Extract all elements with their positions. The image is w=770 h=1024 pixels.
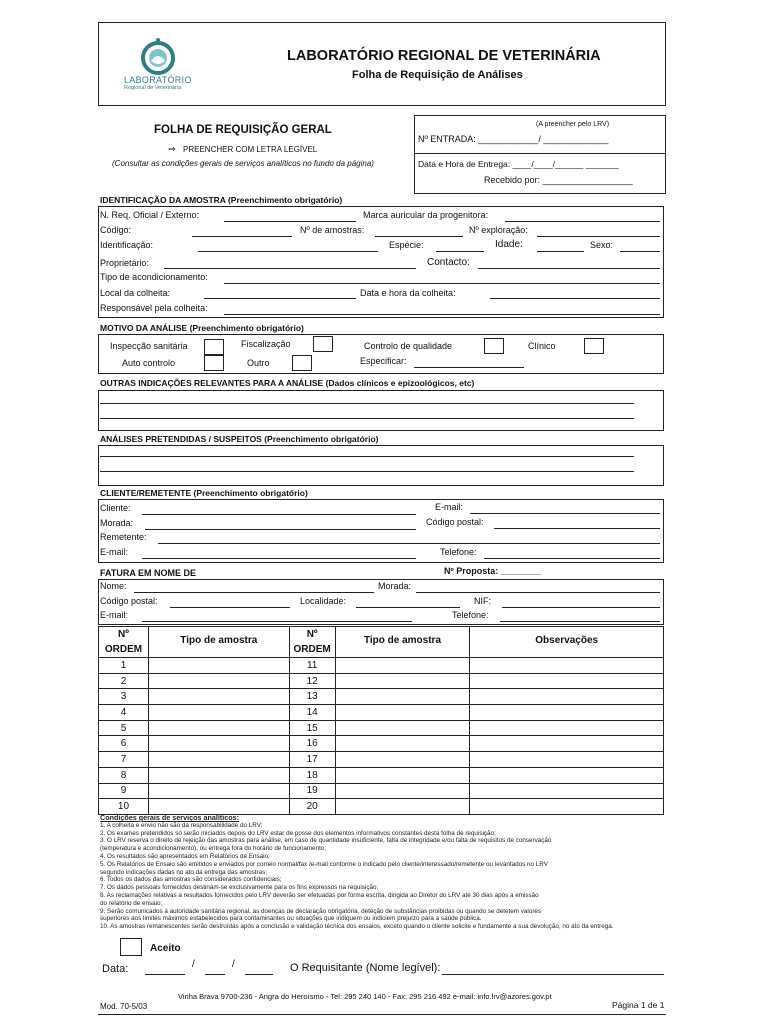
condition-item: 4. Os resultados são apresentados em Relatórios de Ensaio;: [100, 852, 270, 860]
ordem-cell: 17: [289, 752, 335, 768]
remetente-email-label: E-mail:: [100, 547, 129, 557]
lrv-divider: [414, 153, 666, 154]
auto-controlo-label: Auto controlo: [122, 358, 176, 368]
responsavel-input[interactable]: [224, 314, 660, 315]
table-header-row: [99, 627, 664, 658]
condition-item: (temperatura e acondicionamento), ou entrega fora do horário de funcionamento;: [100, 845, 327, 853]
local-colheita-input[interactable]: [204, 298, 356, 299]
lrv-note: (A preencher pelo LRV): [536, 121, 610, 128]
codigo-label: Código:: [100, 225, 132, 235]
outro-label: Outro: [247, 358, 270, 368]
condition-item: 7. Os dados pessoais fornecidos destinam-se exclusivamente para os fins expressos na requisição;: [100, 884, 379, 892]
n-exploracao-label: Nº exploração:: [469, 225, 528, 235]
telefone-label: Telefone:: [440, 547, 477, 557]
ordem-cell: 7: [99, 752, 149, 768]
ordem-cell: 18: [289, 767, 335, 783]
fatura-cp-input[interactable]: [170, 607, 290, 608]
conditions-note: (Consultar as condições gerais de serviços analíticos no fundo da página): [112, 159, 374, 168]
samples-table: [98, 626, 664, 815]
tipo-cell[interactable]: [148, 705, 289, 721]
page-subtitle: Folha de Requisição de Análises: [352, 69, 523, 81]
ordem-cell: 13: [289, 689, 335, 705]
ordem-cell: 12: [289, 673, 335, 689]
date-year-input[interactable]: [245, 974, 273, 975]
form-title: FOLHA DE REQUISIÇÃO GERAL: [154, 124, 332, 136]
fatura-cp-label: Código postal:: [100, 596, 158, 606]
morada-input[interactable]: [145, 529, 416, 530]
arrow-icon: ⇒: [168, 144, 176, 154]
ordem-cell: 3: [99, 689, 149, 705]
table-row: [99, 752, 664, 768]
idade-input[interactable]: [537, 251, 584, 252]
cliente-box: [98, 499, 664, 563]
tipo-cell[interactable]: [335, 720, 470, 736]
condition-item: 6. Todos os dados das amostras são considerados confidenciais;: [100, 876, 282, 884]
ordem-cell: 2: [99, 673, 149, 689]
tipo-cell[interactable]: [335, 767, 470, 783]
tipo-cell[interactable]: [335, 658, 470, 674]
analises-box[interactable]: [98, 445, 664, 486]
fatura-morada-input[interactable]: [416, 592, 660, 593]
condition-item: segundo indicações dadas no ato da entrega das amostras;: [100, 868, 267, 876]
cliente-input[interactable]: [142, 514, 416, 515]
tipo-cell[interactable]: [148, 720, 289, 736]
ordem-cell: 8: [99, 767, 149, 783]
observacoes-cell[interactable]: [470, 752, 664, 768]
tipo-cell[interactable]: [148, 673, 289, 689]
controlo-checkbox[interactable]: [484, 338, 504, 354]
ordem-header-2: Nº ORDEM: [289, 627, 335, 658]
table-row: [99, 689, 664, 705]
sexo-input[interactable]: [620, 251, 660, 252]
observacoes-cell[interactable]: [470, 767, 664, 783]
ordem-cell: 19: [289, 783, 335, 799]
fatura-localidade-label: Localidade:: [300, 596, 347, 606]
clinico-label: Clínico: [528, 341, 556, 351]
condition-item: 3. O LRV reserva o direito de rejeição das amostras para análise, em caso de quantidade insuficiente, falta de integridade e/ou falta de requisitos de conservação: [100, 837, 552, 845]
sexo-label: Sexo:: [590, 240, 614, 250]
instruction-text: PREENCHER COM LETRA LEGÍVEL: [183, 145, 318, 154]
proprietario-label: Proprietário:: [100, 258, 150, 268]
proposta-field[interactable]: Nº Proposta: ________: [444, 566, 541, 576]
fatura-telefone-label: Telefone:: [452, 610, 489, 620]
especie-input[interactable]: [436, 251, 484, 252]
logo-subname: Regional de Veterinária: [124, 85, 182, 91]
analises-line-2: [100, 471, 634, 472]
date-slash-1: /: [192, 959, 195, 970]
entrada-field[interactable]: Nº ENTRADA: ____________/ _____________: [418, 134, 609, 144]
fatura-telefone-input[interactable]: [500, 621, 660, 622]
observacoes-cell[interactable]: [470, 658, 664, 674]
cliente-title: CLIENTE/REMETENTE (Preenchimento obrigatório): [100, 488, 308, 498]
codigo-postal-input[interactable]: [494, 528, 660, 529]
contacto-input[interactable]: [478, 268, 660, 269]
codigo-input[interactable]: [192, 236, 292, 237]
cliente-label: Cliente:: [100, 503, 131, 513]
remetente-label: Remetente:: [100, 532, 147, 542]
conditions-block: [100, 814, 670, 931]
table-row: [99, 783, 664, 799]
especificar-input[interactable]: [414, 367, 524, 368]
date-slash-2: /: [232, 959, 235, 970]
fatura-nif-label: NIF:: [474, 596, 491, 606]
tipo-cell[interactable]: [148, 658, 289, 674]
footer-address: Vinha Brava 9700-236 - Angra do Heroísmo - Tel: 295 240 140 - Fax: 295 216 492 e-mail: info.lrv@azores.gov.pt: [178, 992, 552, 1001]
cliente-email-label: E-mail:: [435, 502, 464, 512]
table-row: [99, 705, 664, 721]
requisitante-input[interactable]: [442, 974, 664, 975]
morada-label: Morada:: [100, 518, 134, 528]
data-colheita-label: Data e hora da colheita:: [360, 288, 456, 298]
tipo-cell[interactable]: [335, 705, 470, 721]
outras-line-2: [100, 418, 634, 419]
tipo-header: Tipo de amostra: [148, 627, 289, 658]
outras-box[interactable]: [98, 390, 664, 431]
observacoes-cell[interactable]: [470, 673, 664, 689]
cliente-email-input[interactable]: [470, 513, 660, 514]
fatura-email-input[interactable]: [142, 621, 412, 622]
outro-checkbox[interactable]: [292, 355, 312, 371]
controlo-label: Controlo de qualidade: [364, 341, 453, 351]
table-row: [99, 720, 664, 736]
especificar-label: Especificar:: [360, 356, 407, 366]
fiscalizacao-checkbox[interactable]: [313, 336, 333, 352]
ordem-cell: 15: [289, 720, 335, 736]
table-row: [99, 736, 664, 752]
n-req-input[interactable]: [224, 221, 356, 222]
logo-name: LABORATÓRIO: [124, 75, 192, 85]
tipo-cell[interactable]: [148, 689, 289, 705]
ordem-cell: 20: [289, 799, 335, 815]
ordem-cell: 16: [289, 736, 335, 752]
auto-controlo-checkbox[interactable]: [204, 355, 224, 371]
date-day-input[interactable]: [145, 974, 185, 975]
ordem-cell: 6: [99, 736, 149, 752]
condition-item: superiores aos limites máximos estabelecidos para contaminantes ou situações que indiquem ou indiciem prejuízo para a saúde pública.: [100, 915, 482, 923]
marca-input[interactable]: [505, 221, 660, 222]
ordem-cell: 10: [99, 799, 149, 815]
ordem-cell: 5: [99, 720, 149, 736]
tipo-cell[interactable]: [335, 783, 470, 799]
aceito-checkbox[interactable]: [120, 938, 142, 956]
ordem-cell: 1: [99, 658, 149, 674]
observacoes-cell[interactable]: [470, 689, 664, 705]
identificacao-box: [98, 206, 664, 318]
identificacao-input[interactable]: [198, 251, 378, 252]
tipo-cell[interactable]: [148, 736, 289, 752]
condition-item: 2. Os exames pretendidos só serão iniciados depois do LRV estar de posse dos elementos informativos constantes desta folha de requisição;: [100, 829, 496, 837]
analises-title: ANÁLISES PRETENDIDAS / SUSPEITOS (Preenchimento obrigatório): [100, 434, 379, 444]
fatura-title: FATURA EM NOME DE: [100, 568, 196, 578]
local-colheita-label: Local da colheita:: [100, 288, 171, 298]
footer-mod: Mod. 70-5/03: [100, 1002, 148, 1011]
ordem-cell: 14: [289, 705, 335, 721]
proprietario-input[interactable]: [164, 268, 416, 269]
analises-line-1: [100, 456, 634, 457]
remetente-input[interactable]: [158, 543, 660, 544]
data-entrega-field[interactable]: Data e Hora de Entrega: ____/____/______ _______: [418, 159, 619, 169]
data-colheita-input[interactable]: [490, 298, 660, 299]
ordem-cell: 11: [289, 658, 335, 674]
clinico-checkbox[interactable]: [584, 338, 604, 354]
identificacao-label: Identificação:: [100, 240, 154, 250]
lrv-logo: [118, 34, 198, 94]
date-month-input[interactable]: [205, 974, 225, 975]
observacoes-cell[interactable]: [470, 799, 664, 815]
table-row: [99, 658, 664, 674]
outras-line-1: [100, 403, 634, 404]
fatura-localidade-input[interactable]: [356, 607, 460, 608]
codigo-postal-label: Código postal:: [426, 517, 484, 527]
conditions-title: Condições gerais de serviços analíticos:: [100, 813, 240, 822]
n-amostras-label: Nº de amostras:: [300, 225, 365, 235]
fatura-nome-input[interactable]: [134, 592, 374, 593]
marca-label: Marca auricular da progenitora:: [363, 210, 489, 220]
observacoes-cell[interactable]: [470, 783, 664, 799]
tipo-cell[interactable]: [335, 752, 470, 768]
responsavel-label: Responsável pela colheita:: [100, 303, 208, 313]
n-amostras-input[interactable]: [375, 236, 463, 237]
tipo-header-2: Tipo de amostra: [335, 627, 470, 658]
especie-label: Espécie:: [389, 240, 424, 250]
page-title: LABORATÓRIO REGIONAL DE VETERINÁRIA: [287, 48, 601, 64]
n-exploracao-input[interactable]: [537, 236, 660, 237]
inspecao-label: Inspecção sanitária: [110, 341, 188, 351]
motivo-title: MOTIVO DA ANÁLISE (Preenchimento obrigatório): [100, 323, 304, 333]
identificacao-title: IDENTIFICAÇÃO DA AMOSTRA (Preenchimento obrigatório): [100, 195, 343, 205]
contacto-label: Contacto:: [427, 257, 470, 268]
footer-page: Página 1 de 1: [612, 1000, 665, 1010]
condition-item: do relatório de ensaio;: [100, 899, 163, 907]
observacoes-cell[interactable]: [470, 720, 664, 736]
condition-item: 10. As amostras remanescentes serão destruídas após a conclusão e validação técnica dos ensaios, exceto quando o cliente solicite e fundamente a sua devolução, no ato da entrega.: [100, 923, 614, 931]
ordem-cell: 9: [99, 783, 149, 799]
observacoes-header: Observações: [470, 627, 664, 658]
fatura-nome-label: Nome:: [100, 581, 127, 591]
recebido-field[interactable]: Recebido por: __________________: [484, 175, 633, 185]
tipo-cell[interactable]: [335, 689, 470, 705]
fatura-morada-label: Morada:: [378, 581, 412, 591]
tipo-cell[interactable]: [148, 752, 289, 768]
outras-title: OUTRAS INDICAÇÕES RELEVANTES PARA A ANÁLISE (Dados clínicos e epizoológicos, etc): [100, 378, 475, 388]
aceito-label: Aceito: [150, 943, 181, 954]
idade-label: Idade:: [495, 239, 523, 250]
observacoes-cell[interactable]: [470, 705, 664, 721]
tipo-cell[interactable]: [148, 783, 289, 799]
footer-rule: [98, 1014, 666, 1015]
fatura-email-label: E-mail:: [100, 610, 129, 620]
condition-item: 5. Os Relatórios de Ensaio são emitidos e enviados por correio normal/fax /e-mail conforme o indicado pelo cliente/interessado/remetente ou levantados no LRV: [100, 860, 548, 868]
fiscalizacao-label: Fiscalização: [241, 339, 291, 349]
tipo-cell[interactable]: [335, 799, 470, 815]
condition-item: 9. Serão comunicados à autoridade sanitária regional, as doenças de declaração obrigatória, deteção de substâncias proibidas ou quando se detetem valores: [100, 907, 542, 915]
ordem-cell: 4: [99, 705, 149, 721]
requisitante-label: O Requisitante (Nome legível):: [290, 962, 441, 974]
telefone-input[interactable]: [484, 558, 660, 559]
data-label: Data:: [102, 963, 129, 975]
motivo-box: [98, 334, 664, 374]
n-req-label: N. Req. Oficial / Externo:: [100, 210, 200, 220]
observacoes-cell[interactable]: [470, 736, 664, 752]
table-row: [99, 673, 664, 689]
tipo-acond-input[interactable]: [224, 283, 660, 284]
fatura-nif-input[interactable]: [502, 607, 660, 608]
condition-item: 8. As reclamações relativas a resultados fornecidos pelo LRV deverão ser efetuadas por forma escrita, dirigida ao Diretor do LRV até 30 dias após a emissão: [100, 891, 539, 899]
table-row: [99, 767, 664, 783]
inspecao-checkbox[interactable]: [204, 339, 224, 355]
remetente-email-input[interactable]: [142, 558, 416, 559]
tipo-acond-label: Tipo de acondicionamento:: [100, 272, 208, 282]
ordem-header: Nº ORDEM: [99, 627, 149, 658]
tipo-cell[interactable]: [335, 673, 470, 689]
tipo-cell[interactable]: [335, 736, 470, 752]
tipo-cell[interactable]: [148, 767, 289, 783]
condition-item: 1. A colheita e envio não são da responsabilidade do LRV;: [100, 821, 263, 829]
